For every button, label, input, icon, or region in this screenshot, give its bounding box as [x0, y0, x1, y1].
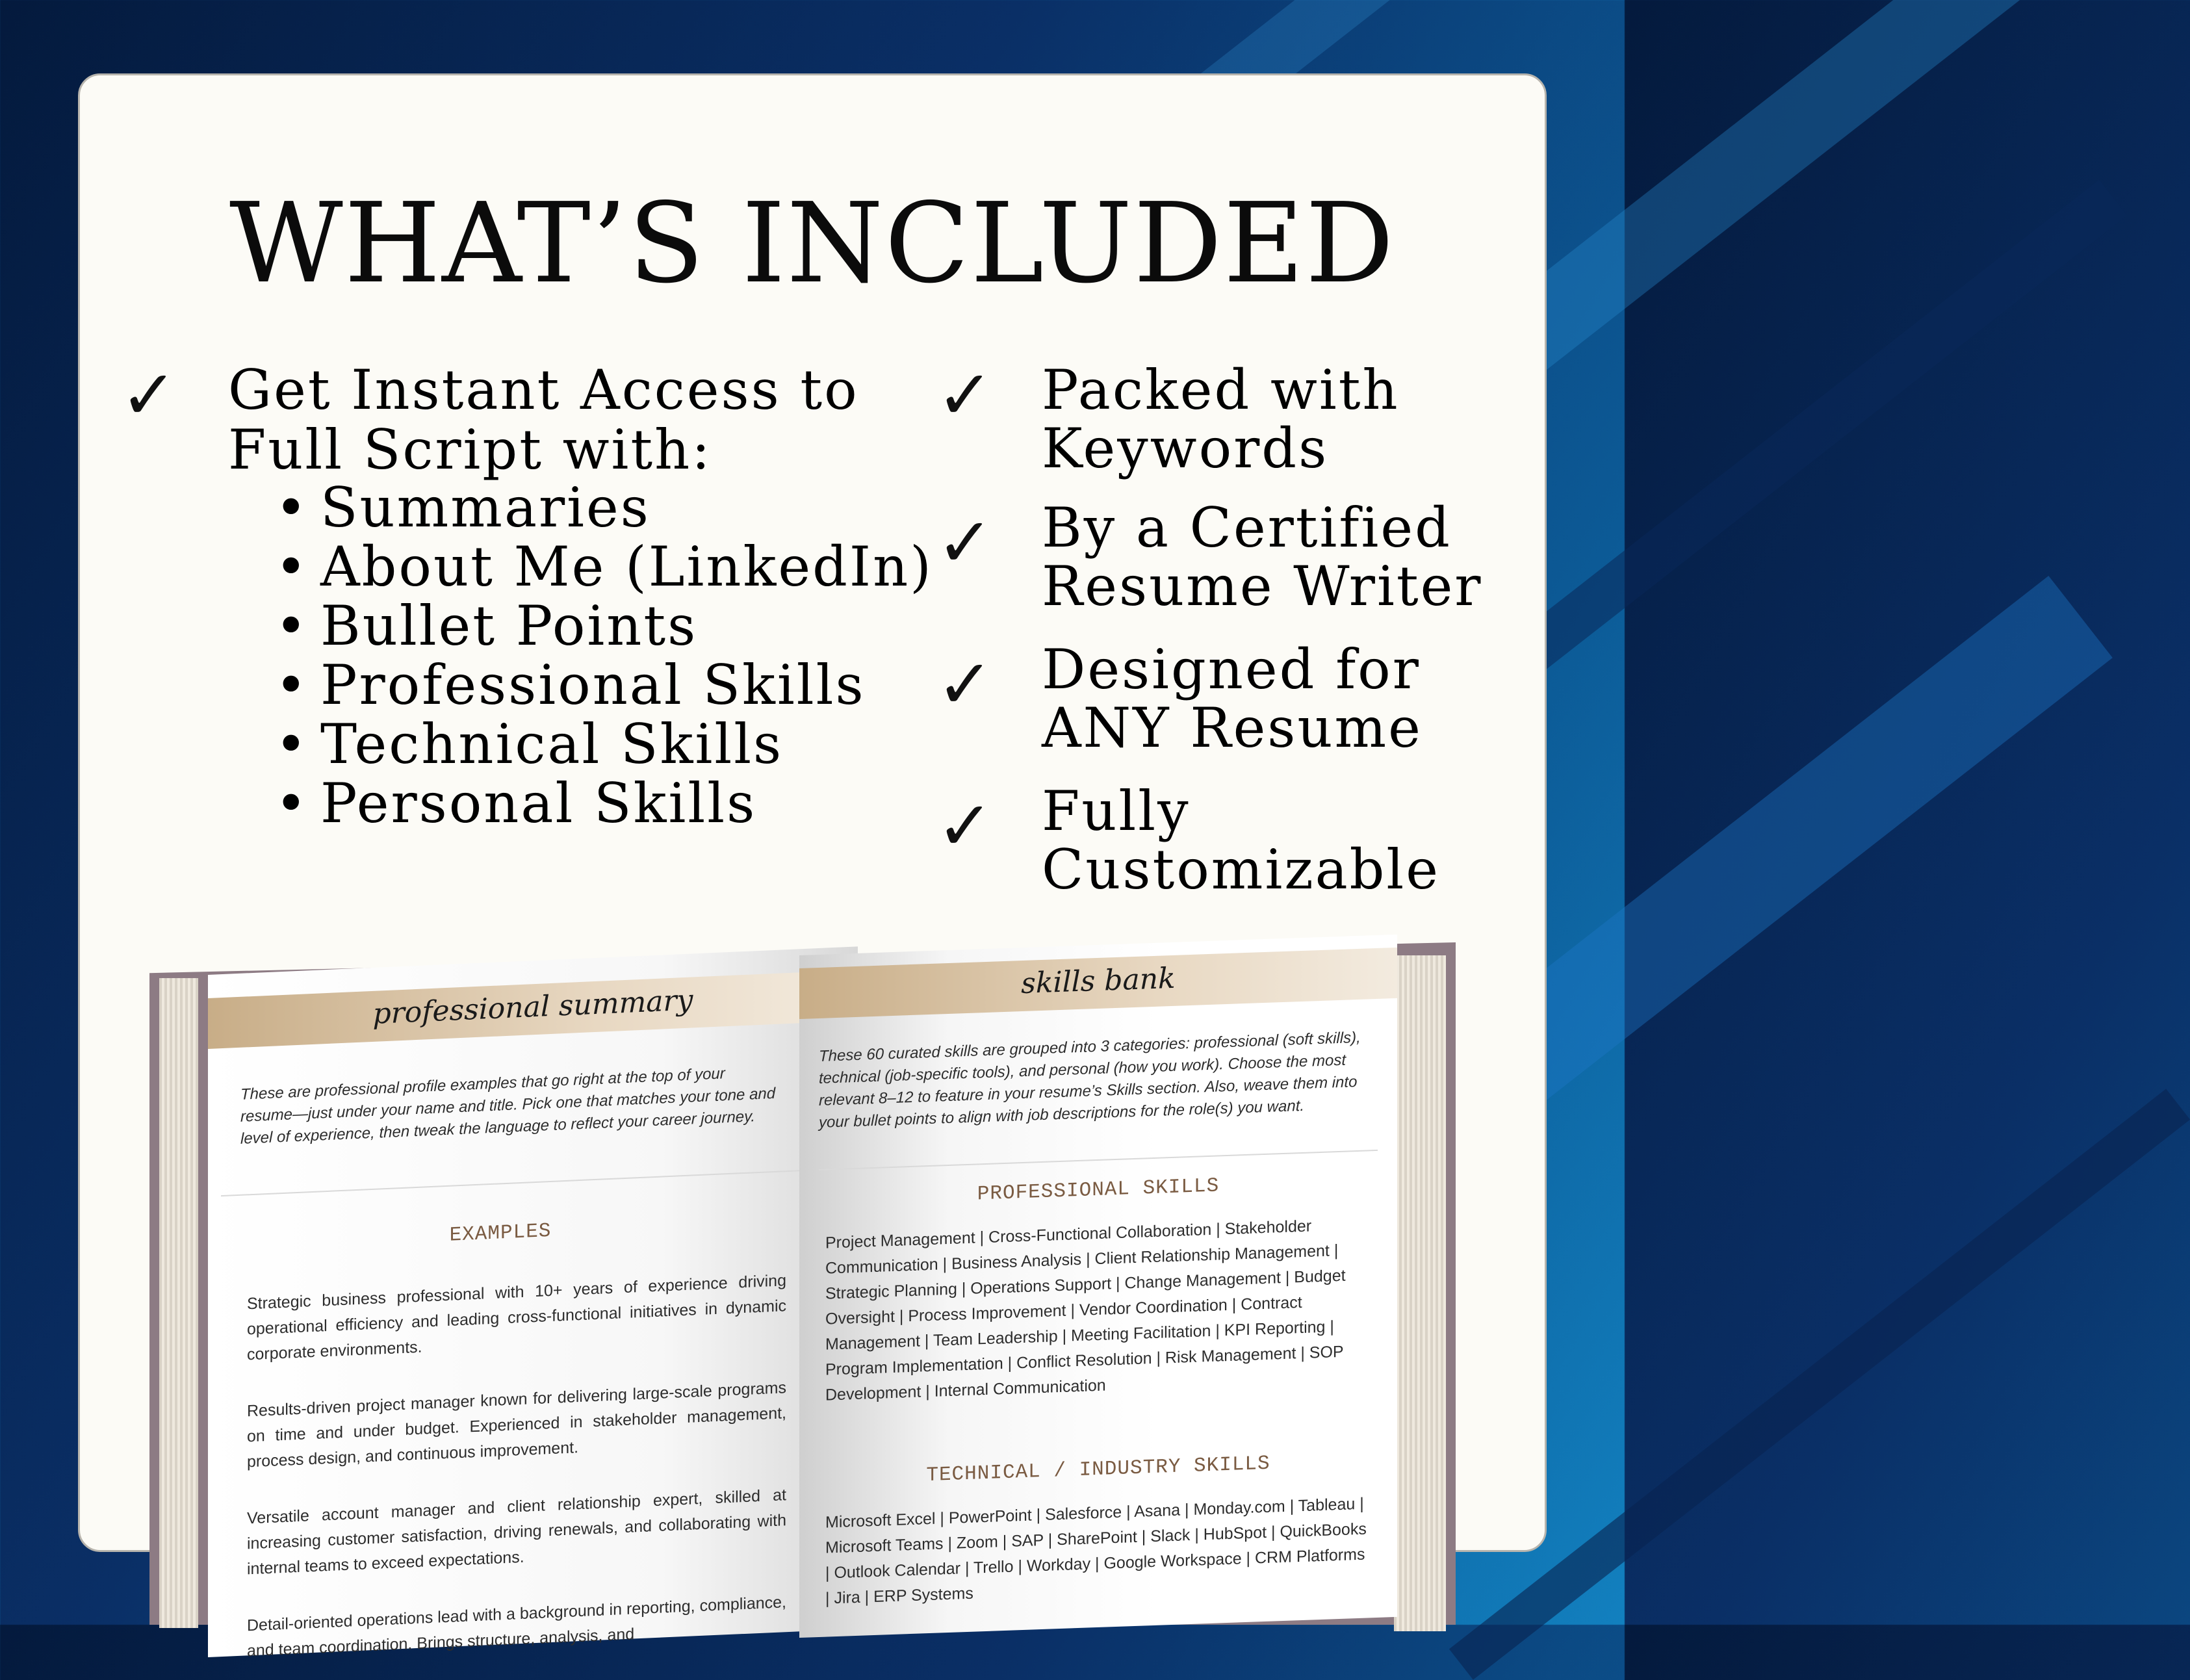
example-paragraph: Results-driven project manager known for delivering large-scale programs on time and under budget. Experienced in stakeholder management, process design, and continuous improvement. [247, 1378, 786, 1471]
check-icon: ✓ [936, 645, 994, 724]
left-page [208, 946, 858, 1661]
list-item: • Summaries [275, 478, 933, 537]
list-item: • Personal Skills [275, 774, 933, 833]
divider [819, 1150, 1378, 1170]
page-title: WHAT’S INCLUDED [229, 179, 1395, 308]
feature-text-line: ANY Resume [1042, 696, 1423, 760]
included-content-list [275, 478, 933, 833]
example-paragraph: Versatile account manager and client relationship expert, skilled at increasing customer satisfaction, driving renewals, and collaborating with internal teams to exceed expectations. [247, 1486, 786, 1579]
check-icon: ✓ [936, 355, 994, 435]
intro-text: These 60 curated skills are grouped into 3 categories: professional (soft skills), technical (job-specific tools), and personal (how you work). Choose the most relevant 8–12 to feature in your resume’s Skills section. Also, weave them into your bullet points to align with job descriptions for the role(s) you want. [819, 1028, 1361, 1131]
feature-text-line: Get Instant Access to [228, 358, 859, 422]
skills-list: Microsoft Excel | PowerPoint | Salesforce | Asana | Monday.com | Tableau | Microsoft Teams | Zoom | SAP | SharePoint | Slack | HubSpot | QuickBooks | Outlook Calendar | Trello | Workday | Google Workspace | CRM Platforms | Jira | ERP Systems [825, 1494, 1367, 1608]
header-band [208, 970, 858, 1049]
feature-text-line: Keywords [1042, 417, 1329, 480]
page-edges [159, 978, 198, 1628]
band-title: skills bank [1021, 961, 1176, 1001]
feature-text-line: Packed with [1042, 358, 1400, 422]
feature-text-line: Fully [1042, 779, 1191, 843]
feature-text-line: By a Certified [1042, 496, 1452, 560]
skills-list: Project Management | Cross-Functional Collaboration | Stakeholder Communication | Business Analysis | Client Relationship Management | Strategic Planning | Operations Support | Change Management | Budget Oversight | Process Improvement | Vendor Coordination | Contract Management | Team Leadership | Meeting Facilitation | KPI Reporting | Program Implementation | Conflict Resolution | Risk Management | SOP Development | Internal Communication [825, 1217, 1346, 1404]
section-heading: EXAMPLES [449, 1219, 552, 1247]
list-item: • About Me (LinkedIn) [275, 537, 933, 597]
check-icon: ✓ [936, 786, 994, 866]
feature-text-line: Customizable [1042, 838, 1441, 901]
background-stripe [1449, 1089, 2190, 1679]
divider [221, 1169, 819, 1196]
check-icon: ✓ [936, 503, 994, 582]
page-edges [1394, 955, 1446, 1631]
list-item: • Technical Skills [275, 715, 933, 774]
check-icon: ✓ [120, 355, 177, 435]
band-title: professional summary [372, 983, 693, 1031]
book-mockup [149, 942, 1456, 1661]
section-heading: TECHNICAL / INDUSTRY SKILLS [926, 1452, 1270, 1488]
feature-text-line: Designed for [1042, 638, 1421, 701]
list-item: • Bullet Points [275, 597, 933, 656]
list-item: • Professional Skills [275, 656, 933, 715]
feature-text-line: Resume Writer [1042, 554, 1483, 618]
feature-text-line: Full Script with: [228, 418, 712, 482]
header-band [799, 948, 1397, 1019]
section-heading: PROFESSIONAL SKILLS [977, 1174, 1220, 1206]
example-paragraph: Detail-oriented operations lead with a background in reporting, compliance, and team coordination. Brings structure, analysis, and [247, 1593, 786, 1661]
right-page [799, 935, 1397, 1638]
example-paragraph: Strategic business professional with 10+ years of experience driving operational efficiency and leading cross-functional initiatives in dynamic corporate environments. [247, 1271, 786, 1364]
intro-text: These are professional profile examples that go right at the top of your resume—just under your name and title. Pick one that matches your tone and level of experience, then tweak the language to reflect your career journey. [240, 1065, 776, 1148]
